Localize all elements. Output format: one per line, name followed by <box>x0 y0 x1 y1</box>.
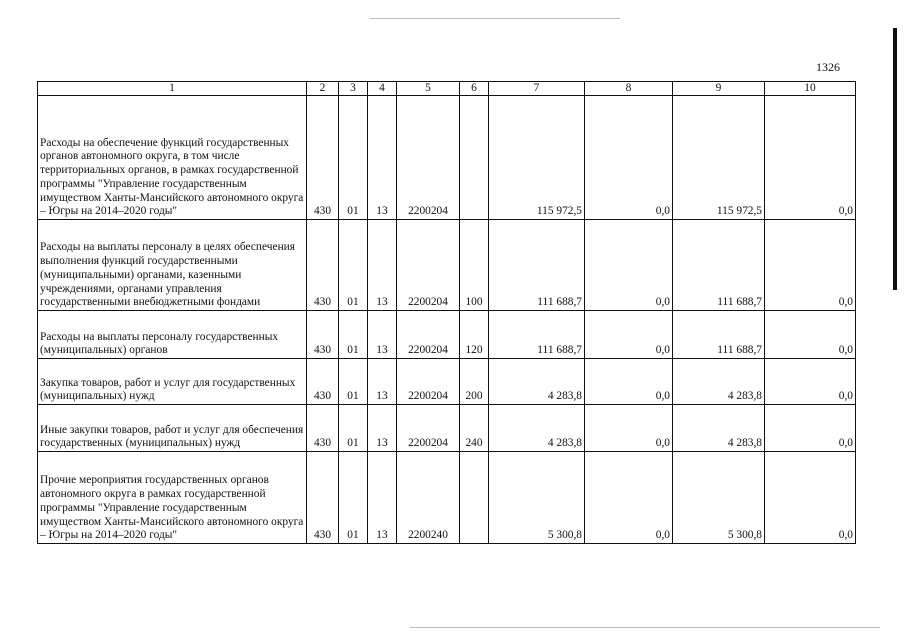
cell-admin-code: 430 <box>307 452 339 544</box>
scan-noise-bottom <box>410 627 880 628</box>
cell-expense-type: 200 <box>460 359 489 405</box>
cell-section: 01 <box>339 96 368 220</box>
cell-amount-col9: 111 688,7 <box>673 220 765 311</box>
table-header-row <box>38 82 856 96</box>
cell-target-article: 2200204 <box>397 405 460 452</box>
cell-subsection: 13 <box>368 96 397 220</box>
cell-target-article: 2200204 <box>397 359 460 405</box>
cell-amount-col10: 0,0 <box>765 359 856 405</box>
cell-amount-col8: 0,0 <box>585 96 673 220</box>
column-header-2: 2 <box>307 82 339 96</box>
table-row <box>38 405 856 452</box>
cell-amount-total: 5 300,8 <box>489 452 585 544</box>
cell-expense-type: 120 <box>460 311 489 359</box>
row-description: Расходы на выплаты персоналу в целях обеспечения выполнения функций государственными (муниципальными) органами, казенными учреждениями, органами управления государственными внебюджетными фондами <box>38 220 307 311</box>
column-header-7: 7 <box>489 82 585 96</box>
column-header-3: 3 <box>339 82 368 96</box>
cell-amount-col10: 0,0 <box>765 311 856 359</box>
cell-amount-col8: 0,0 <box>585 220 673 311</box>
table-row <box>38 311 856 359</box>
row-description: Прочие мероприятия государственных органов автономного округа в рамках государственной программы "Управление государственным имуществом Ханты-Мансийского автономного округа – Югры на 2014–2020 годы" <box>38 452 307 544</box>
cell-section: 01 <box>339 405 368 452</box>
cell-subsection: 13 <box>368 452 397 544</box>
cell-admin-code: 430 <box>307 311 339 359</box>
scan-edge-mark <box>893 28 897 290</box>
cell-section: 01 <box>339 452 368 544</box>
column-header-4: 4 <box>368 82 397 96</box>
scan-noise-top <box>370 18 620 19</box>
cell-admin-code: 430 <box>307 405 339 452</box>
cell-expense-type <box>460 96 489 220</box>
column-header-9: 9 <box>673 82 765 96</box>
cell-amount-col9: 5 300,8 <box>673 452 765 544</box>
column-header-6: 6 <box>460 82 489 96</box>
cell-amount-col10: 0,0 <box>765 452 856 544</box>
table-row <box>38 96 856 220</box>
row-description: Закупка товаров, работ и услуг для государственных (муниципальных) нужд <box>38 359 307 405</box>
column-header-5: 5 <box>397 82 460 96</box>
column-header-8: 8 <box>585 82 673 96</box>
cell-amount-col8: 0,0 <box>585 359 673 405</box>
cell-subsection: 13 <box>368 220 397 311</box>
cell-amount-col8: 0,0 <box>585 452 673 544</box>
cell-amount-col9: 4 283,8 <box>673 405 765 452</box>
page-number: 1326 <box>816 60 840 74</box>
row-description: Расходы на обеспечение функций государственных органов автономного округа, в том числе территориальных органов, в рамках государственной программы "Управление государственным имуществом Ханты-Мансийского автономного округа – Югры на 2014–2020 годы" <box>38 96 307 220</box>
cell-amount-col8: 0,0 <box>585 405 673 452</box>
cell-expense-type <box>460 452 489 544</box>
cell-amount-col9: 4 283,8 <box>673 359 765 405</box>
cell-admin-code: 430 <box>307 220 339 311</box>
cell-subsection: 13 <box>368 359 397 405</box>
table-row <box>38 359 856 405</box>
cell-subsection: 13 <box>368 311 397 359</box>
cell-target-article: 2200204 <box>397 311 460 359</box>
cell-target-article: 2200204 <box>397 220 460 311</box>
cell-target-article: 2200240 <box>397 452 460 544</box>
cell-subsection: 13 <box>368 405 397 452</box>
cell-amount-total: 111 688,7 <box>489 311 585 359</box>
table-row <box>38 452 856 544</box>
cell-expense-type: 240 <box>460 405 489 452</box>
table-row <box>38 220 856 311</box>
column-header-10: 10 <box>765 82 856 96</box>
column-header-1: 1 <box>38 82 307 96</box>
cell-admin-code: 430 <box>307 96 339 220</box>
budget-table <box>37 81 856 544</box>
cell-amount-col10: 0,0 <box>765 220 856 311</box>
row-description: Иные закупки товаров, работ и услуг для обеспечения государственных (муниципальных) нужд <box>38 405 307 452</box>
cell-amount-total: 111 688,7 <box>489 220 585 311</box>
cell-section: 01 <box>339 359 368 405</box>
cell-amount-col9: 115 972,5 <box>673 96 765 220</box>
cell-amount-col8: 0,0 <box>585 311 673 359</box>
cell-expense-type: 100 <box>460 220 489 311</box>
cell-amount-total: 115 972,5 <box>489 96 585 220</box>
cell-amount-total: 4 283,8 <box>489 359 585 405</box>
cell-section: 01 <box>339 220 368 311</box>
cell-amount-col9: 111 688,7 <box>673 311 765 359</box>
cell-admin-code: 430 <box>307 359 339 405</box>
cell-target-article: 2200204 <box>397 96 460 220</box>
cell-amount-col10: 0,0 <box>765 405 856 452</box>
row-description: Расходы на выплаты персоналу государственных (муниципальных) органов <box>38 311 307 359</box>
cell-amount-total: 4 283,8 <box>489 405 585 452</box>
cell-amount-col10: 0,0 <box>765 96 856 220</box>
cell-section: 01 <box>339 311 368 359</box>
